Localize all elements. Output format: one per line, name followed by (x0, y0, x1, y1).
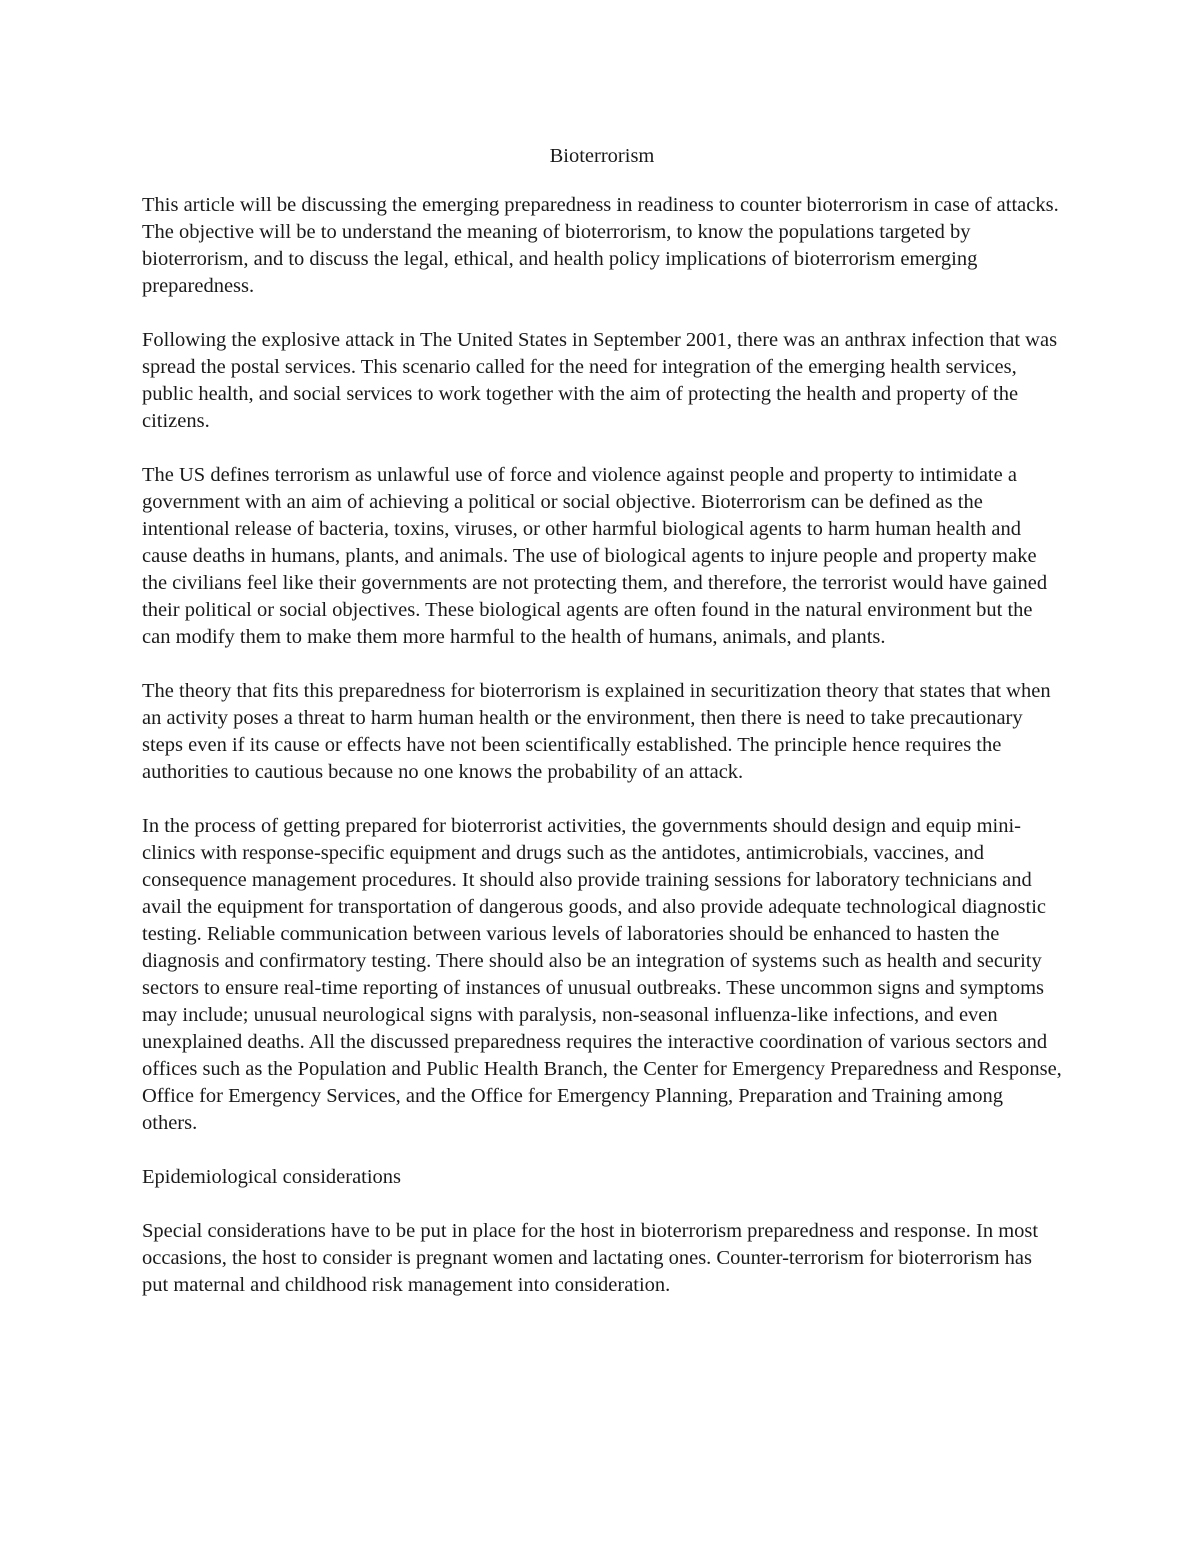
paragraph-definition: The US defines terrorism as unlawful use of force and violence against people and property to intimidate a government with an aim of achieving a political or social objective. Bioterrorism can be defined as the intentional release of bacteria, toxins, viruses, or other harmful biological agents to harm human health and cause deaths in humans, plants, and animals. The use of biological agents to injure people and property make the civilians feel like their governments are not protecting them, and therefore, the terrorist would have gained their political or social objectives. These biological agents are often found in the natural environment but the can modify them to make them more harmful to the health of humans, animals, and plants. (142, 464, 1048, 648)
paragraph-introduction: This article will be discussing the emerging preparedness in readiness to counter bioterrorism in case of attacks. The objective will be to understand the meaning of bioterrorism, to know the populations targeted by bioterrorism, and to discuss the legal, ethical, and health policy implications of bioterrorism emerging preparedness. (142, 194, 1059, 297)
document-page (142, 143, 1062, 1326)
paragraph-securitization-theory: The theory that fits this preparedness for bioterrorism is explained in securitization theory that states that when an activity poses a threat to harm human health or the environment, then there is need to take precautionary steps even if its cause or effects have not been scientifically established. The principle hence requires the authorities to cautious because no one knows the probability of an attack. (142, 680, 1051, 783)
paragraph-preparedness-process: In the process of getting prepared for bioterrorist activities, the governments should design and equip mini-clinics with response-specific equipment and drugs such as the antidotes, antimicrobials, vaccines, and consequence management procedures. It should also provide training sessions for laboratory technicians and avail the equipment for transportation of dangerous goods, and also provide adequate technological diagnostic testing. Reliable communication between various levels of laboratories should be enhanced to hasten the diagnosis and confirmatory testing. There should also be an integration of systems such as health and security sectors to ensure real-time reporting of instances of unusual outbreaks. These uncommon signs and symptoms may include; unusual neurological signs with paralysis, non-seasonal influenza-like infections, and even unexplained deaths. All the discussed preparedness requires the interactive coordination of various sectors and offices such as the Population and Public Health Branch, the Center for Emergency Preparedness and Response, Office for Emergency Services, and the Office for Emergency Planning, Preparation and Training among others. (142, 815, 1062, 1134)
document-title: Bioterrorism (549, 145, 655, 167)
section-heading-epidemiological: Epidemiological considerations (142, 1166, 402, 1188)
paragraph-anthrax-attack: Following the explosive attack in The United States in September 2001, there was an anthrax infection that was spread the postal services. This scenario called for the need for integration of the emerging health services, public health, and social services to work together with the aim of protecting the health and property of the citizens. (142, 329, 1058, 432)
paragraph-special-considerations: Special considerations have to be put in place for the host in bioterrorism preparedness and response. In most occasions, the host to consider is pregnant women and lactating ones. Counter-terrorism for bioterrorism has put maternal and childhood risk management into consideration. (142, 1220, 1039, 1296)
